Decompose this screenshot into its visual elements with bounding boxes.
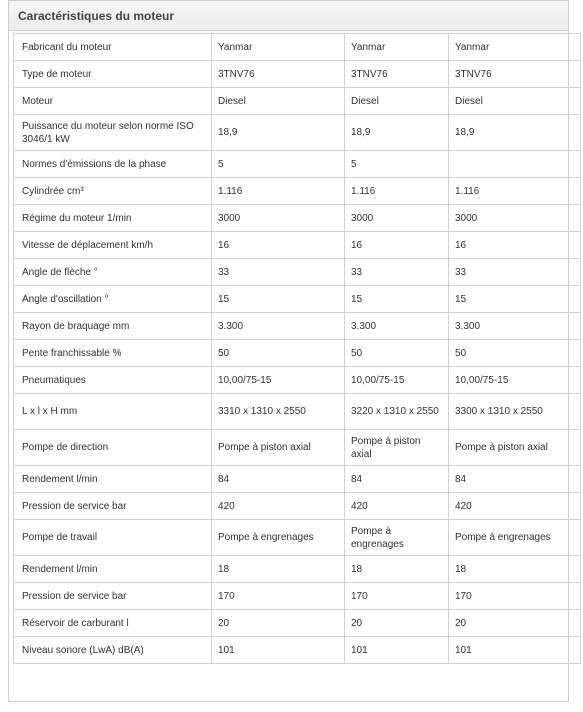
row-value-3: 20	[449, 610, 581, 637]
row-label: Pression de service bar	[14, 583, 212, 610]
row-label: Rendement l/min	[14, 556, 212, 583]
row-label: Angle de flèche °	[14, 259, 212, 286]
row-value-2: Yanmar	[345, 34, 449, 61]
table-row	[14, 232, 581, 259]
table-row	[14, 205, 581, 232]
panel-title: Caractéristiques du moteur	[9, 1, 568, 31]
table-row	[14, 151, 581, 178]
row-value-1: 33	[212, 259, 345, 286]
row-value-1: 15	[212, 286, 345, 313]
row-value-3: 170	[449, 583, 581, 610]
row-label: Régime du moteur 1/min	[14, 205, 212, 232]
row-value-2: 18	[345, 556, 449, 583]
row-value-3: 3300 x 1310 x 2550	[449, 394, 581, 430]
row-value-2: Diesel	[345, 88, 449, 115]
row-label: Pneumatiques	[14, 367, 212, 394]
row-label: Cylindrée cm³	[14, 178, 212, 205]
row-value-3: 3.300	[449, 313, 581, 340]
table-row	[14, 394, 581, 430]
row-value-2: 3000	[345, 205, 449, 232]
row-value-3: 420	[449, 493, 581, 520]
table-row	[14, 88, 581, 115]
row-value-1: 3TNV76	[212, 61, 345, 88]
row-value-2: 15	[345, 286, 449, 313]
row-value-1: Yanmar	[212, 34, 345, 61]
row-value-1: Diesel	[212, 88, 345, 115]
row-value-2: 20	[345, 610, 449, 637]
row-value-1: 18,9	[212, 115, 345, 151]
row-label: Normes d'émissions de la phase	[14, 151, 212, 178]
row-label: Pente franchissable %	[14, 340, 212, 367]
row-value-3	[449, 151, 581, 178]
row-value-3: Yanmar	[449, 34, 581, 61]
row-label: Rendement l/min	[14, 466, 212, 493]
table-row	[14, 178, 581, 205]
row-value-1: 1.116	[212, 178, 345, 205]
table-row	[14, 115, 581, 151]
row-value-2: 33	[345, 259, 449, 286]
row-value-1: 420	[212, 493, 345, 520]
row-value-3: 3000	[449, 205, 581, 232]
row-label: Puissance du moteur selon norme ISO 3046/1 kW	[14, 115, 212, 151]
engine-specs-panel	[8, 0, 569, 702]
row-value-2: 3.300	[345, 313, 449, 340]
row-value-2: 18,9	[345, 115, 449, 151]
row-value-3: 18	[449, 556, 581, 583]
row-value-1: 5	[212, 151, 345, 178]
row-label: Vitesse de déplacement km/h	[14, 232, 212, 259]
row-value-2: Pompe à engrenages	[345, 520, 449, 556]
table-row	[14, 259, 581, 286]
row-label: Niveau sonore (LwA) dB(A)	[14, 637, 212, 664]
row-label: Pression de service bar	[14, 493, 212, 520]
row-value-3: 1.116	[449, 178, 581, 205]
table-row	[14, 367, 581, 394]
table-row	[14, 556, 581, 583]
table-row	[14, 61, 581, 88]
row-value-2: 10,00/75-15	[345, 367, 449, 394]
row-label: Type de moteur	[14, 61, 212, 88]
row-value-3: 3TNV76	[449, 61, 581, 88]
row-value-1: Pompe à engrenages	[212, 520, 345, 556]
row-value-1: 16	[212, 232, 345, 259]
row-label: L x l x H mm	[14, 394, 212, 430]
table-row	[14, 286, 581, 313]
table-row	[14, 34, 581, 61]
row-value-3: 15	[449, 286, 581, 313]
row-label: Angle d'oscillation °	[14, 286, 212, 313]
specs-table-body	[14, 34, 581, 664]
row-value-3: 50	[449, 340, 581, 367]
table-row	[14, 313, 581, 340]
row-label: Moteur	[14, 88, 212, 115]
row-value-1: 3000	[212, 205, 345, 232]
row-value-1: 3.300	[212, 313, 345, 340]
row-value-3: 18,9	[449, 115, 581, 151]
row-value-2: 420	[345, 493, 449, 520]
row-value-1: 50	[212, 340, 345, 367]
table-row	[14, 610, 581, 637]
row-value-2: 101	[345, 637, 449, 664]
row-value-3: Pompe à engrenages	[449, 520, 581, 556]
table-row	[14, 520, 581, 556]
row-value-2: Pompe à piston axial	[345, 430, 449, 466]
row-value-1: Pompe à piston axial	[212, 430, 345, 466]
table-row	[14, 637, 581, 664]
row-value-2: 84	[345, 466, 449, 493]
row-value-1: 170	[212, 583, 345, 610]
row-value-1: 10,00/75-15	[212, 367, 345, 394]
row-value-2: 1.116	[345, 178, 449, 205]
row-label: Réservoir de carburant l	[14, 610, 212, 637]
row-value-2: 170	[345, 583, 449, 610]
row-value-2: 3220 x 1310 x 2550	[345, 394, 449, 430]
row-label: Pompe de travail	[14, 520, 212, 556]
row-value-2: 50	[345, 340, 449, 367]
row-value-2: 16	[345, 232, 449, 259]
row-value-2: 5	[345, 151, 449, 178]
row-value-3: Pompe à piston axial	[449, 430, 581, 466]
row-label: Pompe de direction	[14, 430, 212, 466]
table-row	[14, 493, 581, 520]
row-value-3: 101	[449, 637, 581, 664]
row-value-3: 16	[449, 232, 581, 259]
row-value-1: 20	[212, 610, 345, 637]
specs-table	[13, 33, 581, 664]
row-value-2: 3TNV76	[345, 61, 449, 88]
row-value-3: 33	[449, 259, 581, 286]
row-value-1: 18	[212, 556, 345, 583]
row-label: Rayon de braquage mm	[14, 313, 212, 340]
row-value-3: Diesel	[449, 88, 581, 115]
row-value-1: 84	[212, 466, 345, 493]
table-row	[14, 430, 581, 466]
row-value-1: 3310 x 1310 x 2550	[212, 394, 345, 430]
row-value-1: 101	[212, 637, 345, 664]
row-value-3: 84	[449, 466, 581, 493]
table-row	[14, 466, 581, 493]
table-row	[14, 583, 581, 610]
row-label: Fabricant du moteur	[14, 34, 212, 61]
table-row	[14, 340, 581, 367]
row-value-3: 10,00/75-15	[449, 367, 581, 394]
